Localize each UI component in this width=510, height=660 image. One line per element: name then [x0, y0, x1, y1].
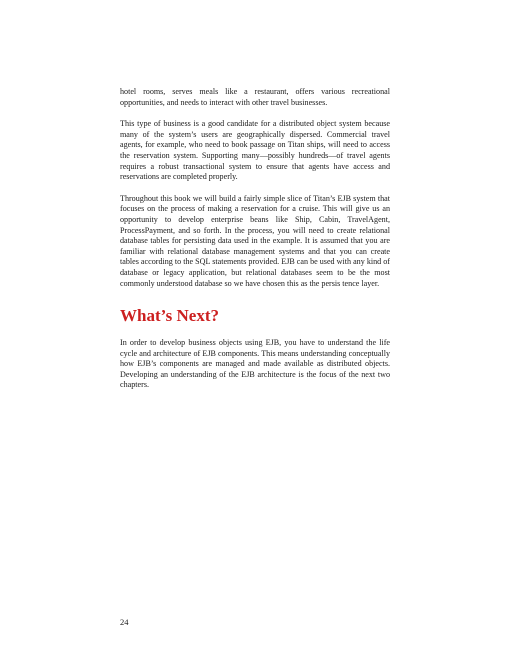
page-number: 24 [120, 617, 129, 627]
paragraph-titan-ejb-slice: Throughout this book we will build a fairly simple slice of Titan’s EJB system that focuses on the process of making a reservation for a cruise. This will give us an opportunity to develop enterprise beans like Ship, Cabin, TravelAgent, ProcessPayment, and so forth. In the process, you will need to create relational database tables for persisting data used in the example. It is assumed that you are familiar with relational database management systems and that you can create tables according to the SQL statements provided. EJB can be used with any kind of database or legacy application, but relational databases seem to be the most commonly understood database so we have chosen this as the persis tence layer. [120, 193, 390, 288]
paragraph-next-chapters: In order to develop business objects using EJB, you have to understand the life cycle and architecture of EJB components. This means understanding conceptually how EJB’s components are managed and made available as distributed objects. Developing an understanding of the EJB architecture is the focus of the next two chapters. [120, 338, 390, 390]
text-column [120, 87, 390, 402]
paragraph-business-candidate: This type of business is a good candidate for a distributed object system because many of the system’s users are geographically dispersed. Commercial travel agents, for example, who need to book passage on Titan ships, will need to access the reservation system. Supporting many—possibly hundreds—of travel agents requires a robust transactional system to ensure that agents have access and reservations are completed properly. [120, 119, 390, 182]
paragraph-hotel-rooms: hotel rooms, serves meals like a restaurant, offers various recreational opportunities, and needs to interact with other travel businesses. [120, 87, 390, 107]
section-heading-whats-next: What’s Next? [120, 306, 219, 326]
